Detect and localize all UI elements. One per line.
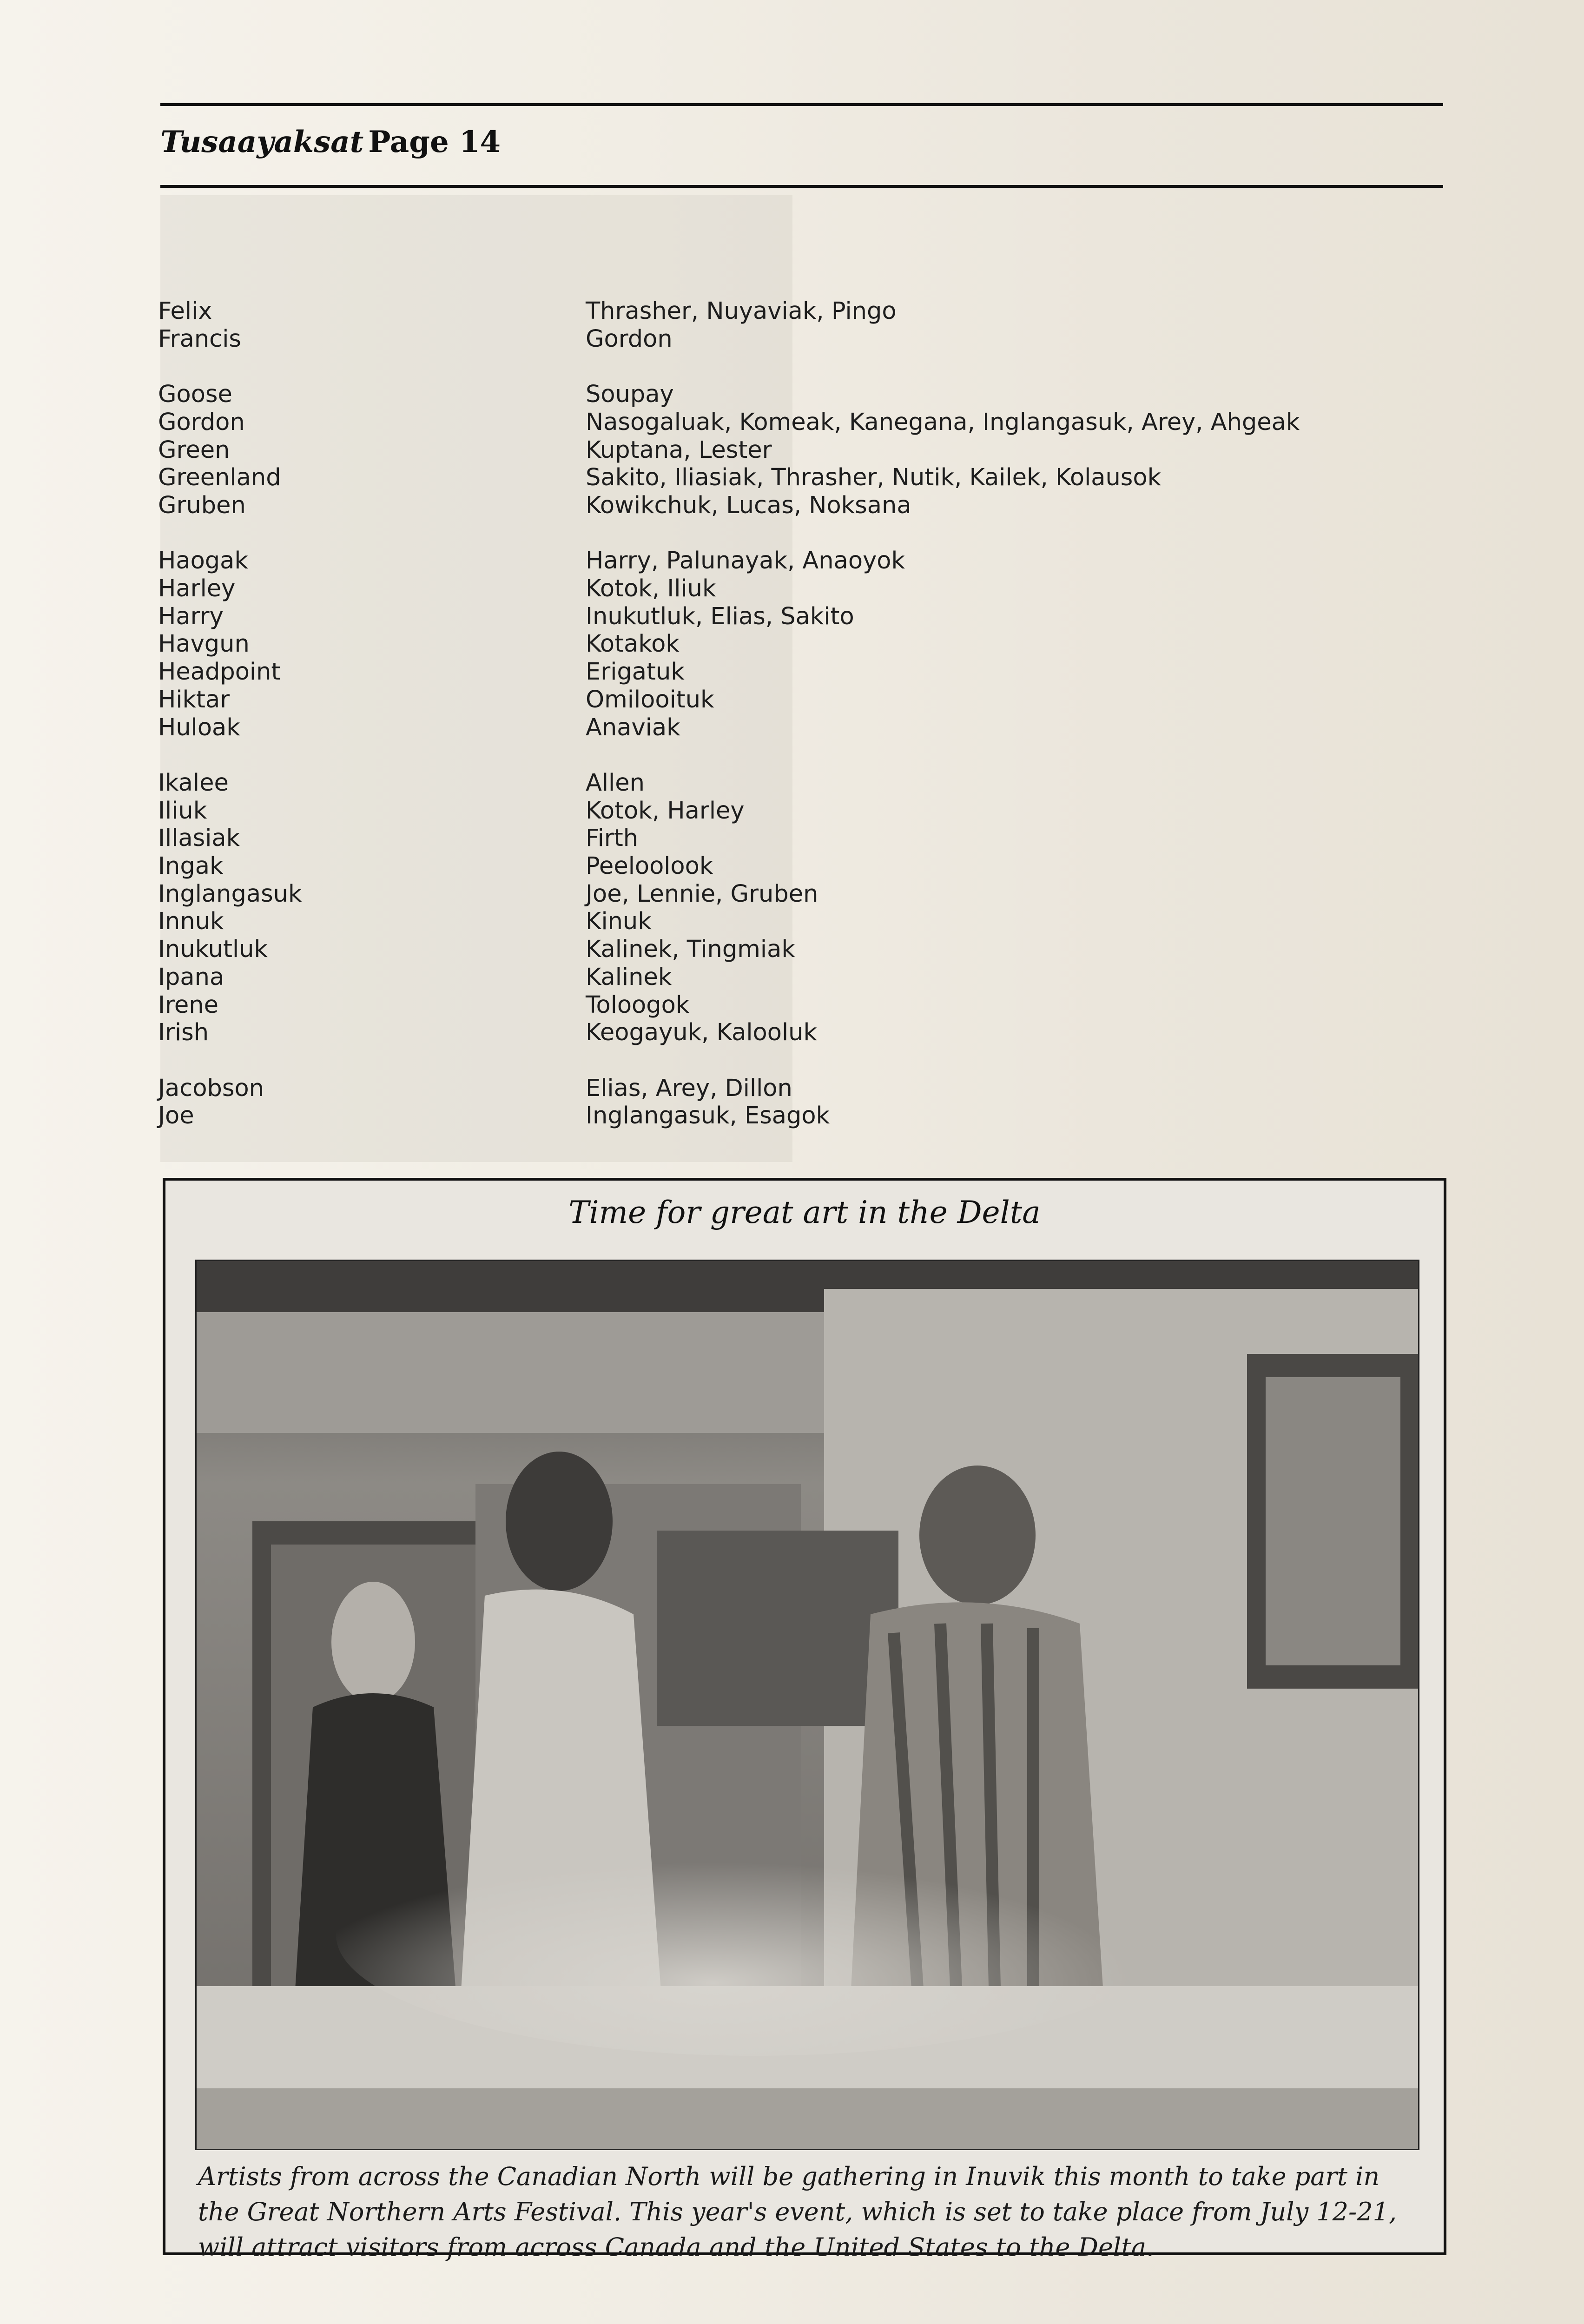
surname: Hiktar xyxy=(158,686,230,713)
related-families: Gordon xyxy=(586,325,673,353)
name-row xyxy=(158,1019,1300,1047)
related-families: Nasogaluak, Komeak, Kanegana, Inglangasuk, Arey, Ahgeak xyxy=(586,408,1300,436)
name-row xyxy=(158,1075,1300,1103)
surname: Greenland xyxy=(158,464,281,492)
surname: Ingak xyxy=(158,852,224,880)
related-families: Elias, Arey, Dillon xyxy=(586,1074,792,1102)
name-row xyxy=(158,964,1300,991)
name-row xyxy=(158,381,1300,409)
section-gap xyxy=(158,353,1300,381)
related-families: Kotok, Harley xyxy=(586,797,745,825)
name-row xyxy=(158,825,1300,852)
name-row xyxy=(158,908,1300,936)
name-row xyxy=(158,436,1300,464)
name-row xyxy=(158,492,1300,520)
related-families: Kotakok xyxy=(586,630,680,658)
surname: Ikalee xyxy=(158,769,229,797)
section-gap xyxy=(158,741,1300,769)
gallery-photo-image xyxy=(197,1261,1418,2149)
surname: Harley xyxy=(158,575,236,602)
name-row xyxy=(158,658,1300,686)
surname: Harry xyxy=(158,602,224,630)
surname: Felix xyxy=(158,297,212,325)
surname: Irish xyxy=(158,1019,209,1047)
photo-caption: Artists from across the Canadian North will be gathering in Inuvik this month to take part in the Great Northern Arts Festival. This year's event, which is set to take place from July 12-21, will attract visitors from across Canada and the United States to the Delta. xyxy=(198,2162,1397,2262)
related-families: Omilooituk xyxy=(586,686,714,713)
related-families: Keogayuk, Kalooluk xyxy=(586,1019,817,1047)
related-families: Firth xyxy=(586,825,639,852)
surname: Haogak xyxy=(158,547,248,575)
name-row xyxy=(158,714,1300,742)
name-row xyxy=(158,547,1300,575)
name-row xyxy=(158,630,1300,658)
related-families: Sakito, Iliasiak, Thrasher, Nutik, Kailek, Kolausok xyxy=(586,464,1162,492)
section-gap xyxy=(158,1047,1300,1075)
related-families: Kotok, Iliuk xyxy=(586,575,716,602)
surname: Joe xyxy=(158,1102,194,1130)
photo-feature-box xyxy=(163,1178,1446,2262)
surname: Francis xyxy=(158,325,241,353)
name-row xyxy=(158,1102,1300,1130)
name-row xyxy=(158,686,1300,714)
related-families: Toloogok xyxy=(586,991,690,1019)
related-families: Anaviak xyxy=(586,713,680,741)
name-row xyxy=(158,797,1300,825)
surname: Innuk xyxy=(158,908,224,936)
surname: Jacobson xyxy=(158,1074,264,1102)
name-row xyxy=(158,880,1300,908)
photo-title: Time for great art in the Delta xyxy=(568,1195,1041,1230)
surname: Gruben xyxy=(158,491,246,519)
related-families: Kinuk xyxy=(586,908,652,936)
surname: Illasiak xyxy=(158,825,240,852)
section-gap xyxy=(158,520,1300,548)
page-number: Page 14 xyxy=(368,125,501,159)
related-families: Allen xyxy=(586,769,645,797)
name-row xyxy=(158,409,1300,436)
surname: Havgun xyxy=(158,630,250,658)
surname: Huloak xyxy=(158,713,240,741)
surname: Inukutluk xyxy=(158,936,268,964)
surname: Ipana xyxy=(158,963,224,991)
surname: Irene xyxy=(158,991,218,1019)
related-families: Inglangasuk, Esagok xyxy=(586,1102,830,1130)
header-top-rule xyxy=(160,103,1443,106)
header-bottom-rule xyxy=(160,185,1443,188)
name-row xyxy=(158,297,1300,325)
related-families: Thrasher, Nuyaviak, Pingo xyxy=(586,297,897,325)
name-row xyxy=(158,936,1300,964)
page-header xyxy=(160,125,501,176)
name-row xyxy=(158,769,1300,797)
related-families: Kuptana, Lester xyxy=(586,436,772,464)
surname: Inglangasuk xyxy=(158,880,302,908)
surname: Iliuk xyxy=(158,797,207,825)
name-row xyxy=(158,852,1300,880)
name-row xyxy=(158,603,1300,631)
publication-name: Tusaayaksat xyxy=(160,125,364,159)
name-list xyxy=(158,297,1300,1130)
name-row xyxy=(158,464,1300,492)
name-row xyxy=(158,575,1300,603)
related-families: Peeloolook xyxy=(586,852,713,880)
related-families: Kalinek, Tingmiak xyxy=(586,936,795,964)
surname: Goose xyxy=(158,381,232,409)
related-families: Harry, Palunayak, Anaoyok xyxy=(586,547,905,575)
surname: Green xyxy=(158,436,230,464)
related-families: Kalinek xyxy=(586,963,672,991)
name-row xyxy=(158,991,1300,1019)
related-families: Soupay xyxy=(586,381,674,409)
gallery-photo xyxy=(195,1260,1419,2150)
related-families: Kowikchuk, Lucas, Noksana xyxy=(586,491,911,519)
surname: Gordon xyxy=(158,408,245,436)
name-row xyxy=(158,325,1300,353)
surname: Headpoint xyxy=(158,658,281,686)
related-families: Erigatuk xyxy=(586,658,685,686)
related-families: Inukutluk, Elias, Sakito xyxy=(586,602,854,630)
related-families: Joe, Lennie, Gruben xyxy=(586,880,818,908)
